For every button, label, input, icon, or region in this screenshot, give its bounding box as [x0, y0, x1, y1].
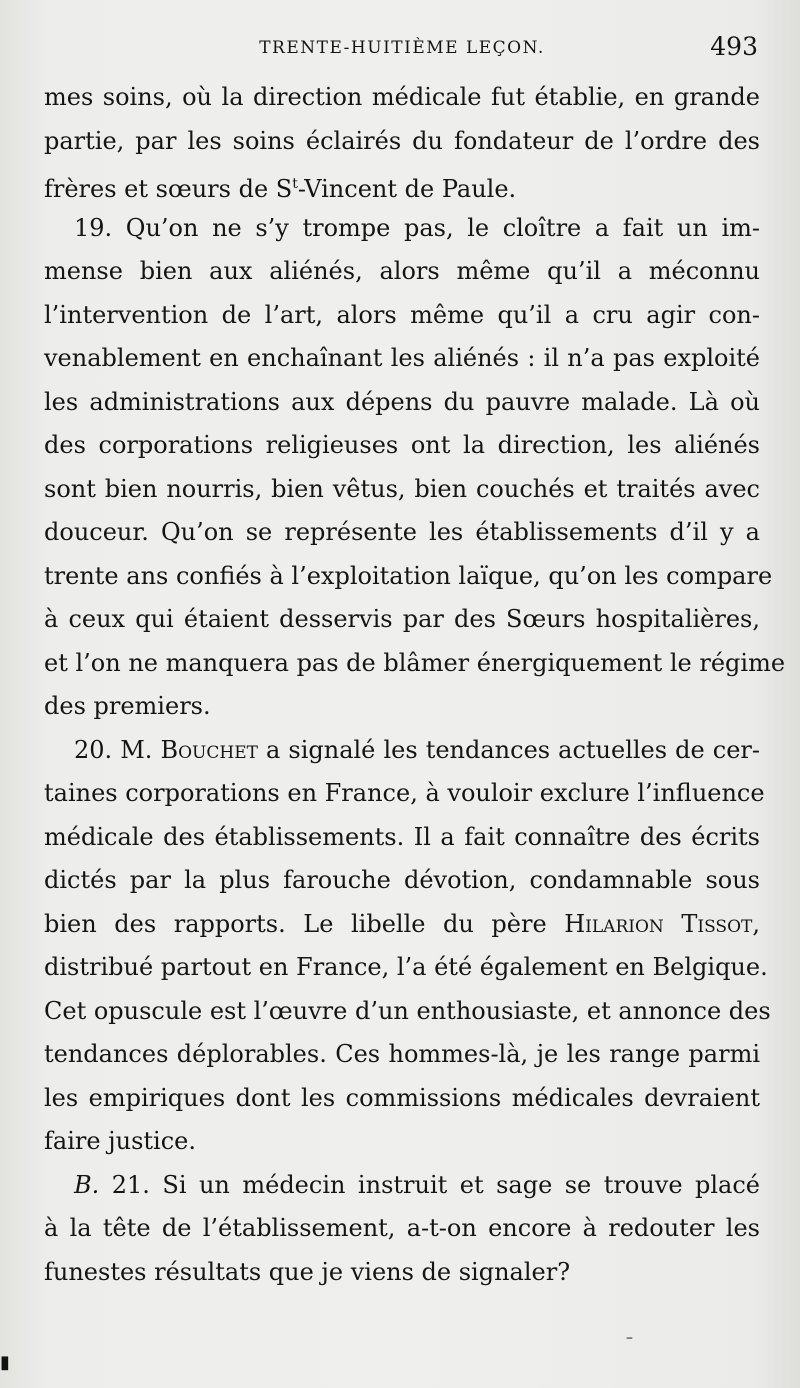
text-segment: -Vincent de Paule.	[297, 175, 517, 203]
text-line: Cet opuscule est l’œuvre d’un enthousiaste, et annonce des	[44, 996, 771, 1025]
text-line: trente ans confiés à l’exploitation laïque, qu’on les compare	[44, 561, 773, 590]
text-line	[44, 163, 760, 207]
scan-speck: ▮	[0, 1352, 10, 1373]
text-line: taines corporations en France, à vouloir exclure l’influence	[44, 779, 765, 807]
text-line: des premiers.	[44, 692, 211, 720]
text-line: médicale des établissements. Il a fait connaître des écrits	[44, 822, 760, 851]
text-line: tendances déplorables. Ces hommes-là, je les range parmi	[44, 1040, 760, 1068]
text-line: mes soins, où la direction médicale fut établie, en grande	[44, 83, 760, 111]
text-segment: 21. Si un médecin instruit et sage se trouve placé	[99, 1170, 760, 1199]
section-letter-italic: B.	[74, 1170, 100, 1199]
text-segment: a signalé les tendances actuelles de cer-	[257, 735, 760, 764]
text-line: l’intervention de l’art, alors même qu’il a cru agir con-	[44, 300, 760, 329]
text-line: mense bien aux aliénés, alors même qu’il a méconnu	[44, 257, 760, 285]
text-segment: bien des rapports. Le libelle du père	[44, 909, 565, 938]
text-segment: ,	[752, 909, 760, 938]
text-line: douceur. Qu’on se représente les établissements d’il y a	[44, 518, 760, 546]
superscript-segment: t	[292, 176, 298, 192]
text-line: funestes résultats que je viens de signaler?	[44, 1257, 571, 1286]
text-line: distribué partout en France, l’a été également en Belgique.	[44, 953, 768, 981]
page-number: 493	[710, 32, 758, 61]
author-name-smallcaps: Hilarion Tissot	[564, 909, 753, 938]
text-segment: frères et sœurs de S	[44, 175, 293, 203]
text-line: sont bien nourris, bien vêtus, bien couchés et traités avec	[44, 474, 760, 503]
text-line	[44, 903, 760, 947]
text-line: des corporations religieuses ont la direction, les aliénés	[44, 431, 760, 459]
paragraph-21-first-line	[44, 1164, 760, 1208]
body-text	[44, 76, 786, 1294]
text-line: partie, par les soins éclairés du fondateur de l’ordre des	[44, 126, 760, 155]
running-title: TRENTE-HUITIÈME LEÇON.	[259, 38, 545, 58]
text-line: et l’on ne manquera pas de blâmer énergiquement le régime	[44, 648, 786, 677]
text-line: dictés par la plus farouche dévotion, condamnable sous	[44, 866, 760, 894]
paragraph-19-first-line: 19. Qu’on ne s’y trompe pas, le cloître a fait un im-	[74, 213, 760, 242]
paragraph-20-first-line	[44, 729, 760, 773]
text-line: à ceux qui étaient desservis par des Sœurs hospitalières,	[44, 605, 760, 633]
author-name-smallcaps: Bouchet	[160, 735, 258, 764]
text-line: les empiriques dont les commissions médicales devraient	[44, 1083, 760, 1112]
text-line: à la tête de l’établissement, a-t-on encore à redouter les	[44, 1214, 760, 1242]
text-line: faire justice.	[44, 1127, 196, 1155]
page-header	[44, 32, 760, 68]
scan-speck: –	[626, 1330, 633, 1346]
text-segment: 20. M.	[74, 735, 161, 764]
text-line: venablement en enchaînant les aliénés : il n’a pas exploité	[44, 344, 760, 372]
text-line: les administrations aux dépens du pauvre malade. Là où	[44, 387, 760, 416]
